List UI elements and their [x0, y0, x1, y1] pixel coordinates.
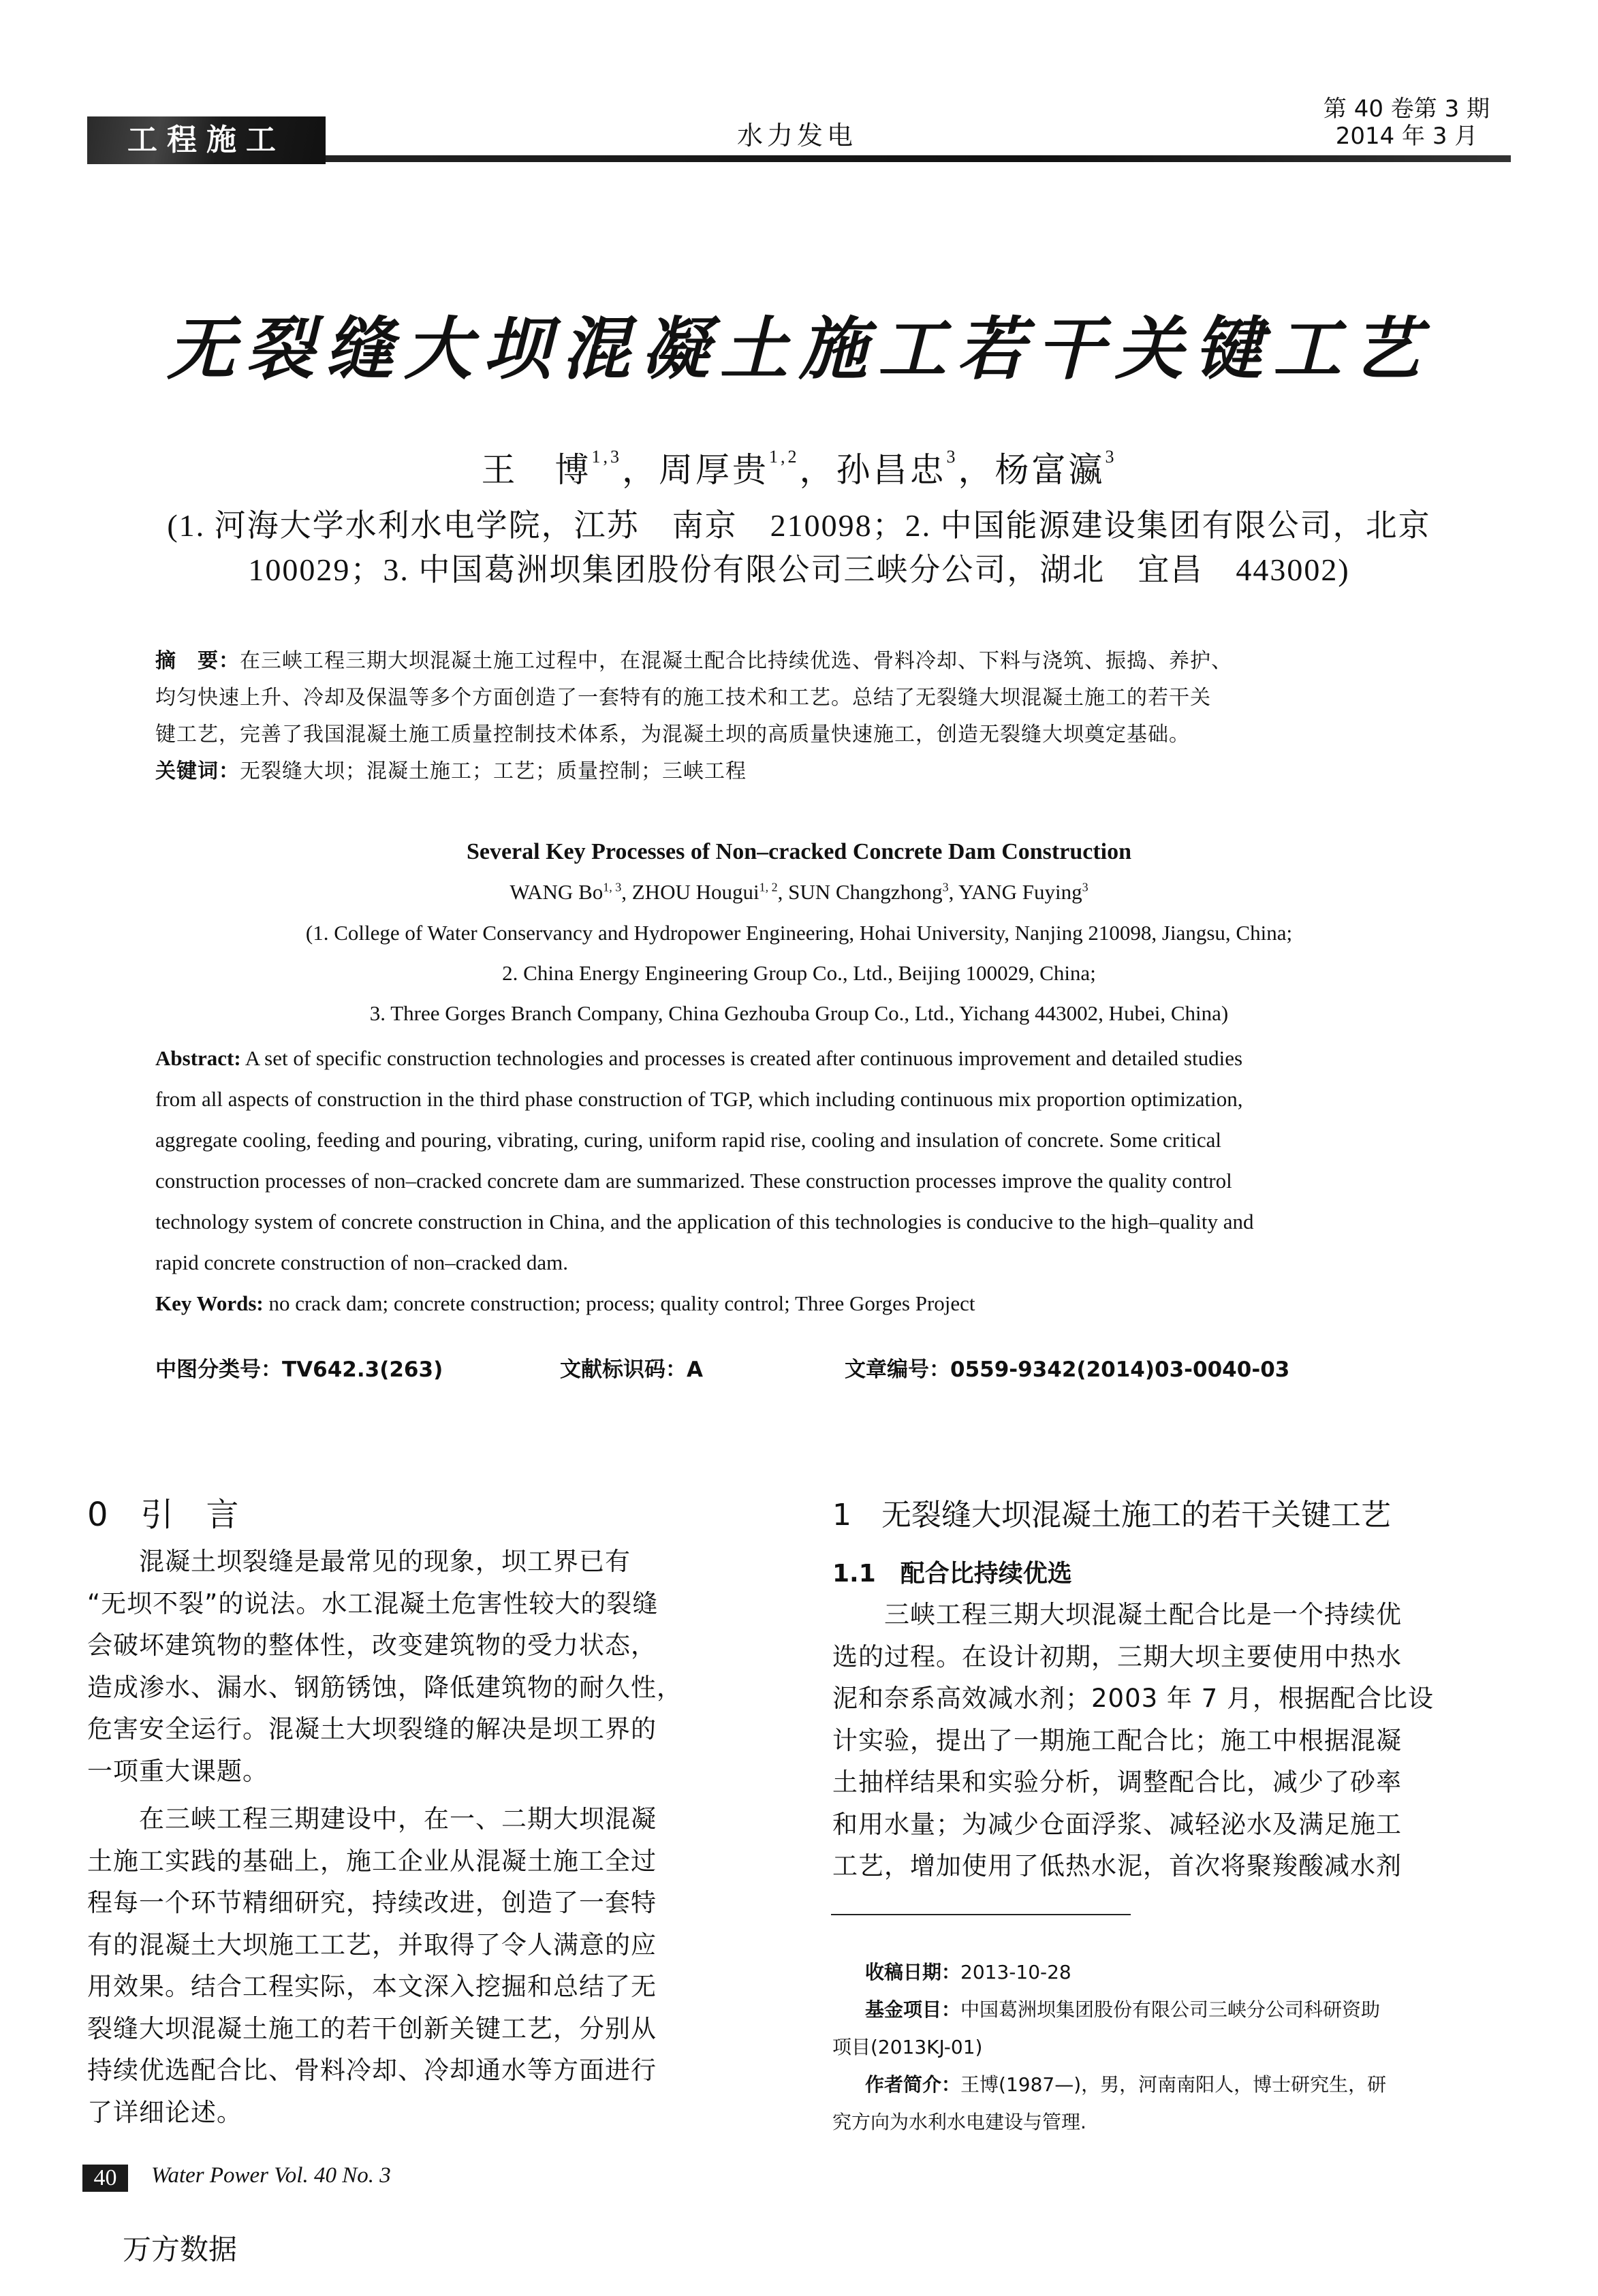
page-number: 40 [93, 2165, 117, 2190]
section-heading-intro: 0 引 言 [87, 1496, 239, 1534]
english-affiliation: 3. Three Gorges Branch Company, China Gezhouba Group Co., Ltd., Yichang 443002, Hubei, China) [369, 1001, 1229, 1025]
abstract-cn: 摘 要：在三峡工程三期大坝混凝土施工过程中，在混凝土配合比持续优选、骨料冷却、下料与浇筑、振捣、养护、 均匀快速上升、冷却及保温等多个方面创造了一套特有的施工技术和工艺。总结了无裂缝大坝混凝土施工的若干关 键工艺，完善了我国混凝土施工质量控制技术体系，为混凝土坝的高质量快速施工，创造无裂缝大坝奠定基础。 关键词：无裂缝大坝；混凝土施工；工艺；质量控制；三峡工程 [155, 649, 1232, 783]
volume-issue: 第 40 卷第 3 期 [1323, 95, 1490, 123]
english-title: Several Key Processes of Non–cracked Concrete Dam Construction [466, 839, 1132, 864]
abstract-label: Abstract: [155, 1046, 241, 1070]
issue-info [1294, 95, 1519, 150]
english-affiliation: (1. College of Water Conservancy and Hydropower Engineering, Hohai University, Nanjing 210098, Jiangsu, China; [305, 921, 1293, 945]
author: 杨富瀛$^3$ [994, 447, 1117, 489]
english-authors: WANG Bo$^{1, 3}$, ZHOU Hougui$^{1, 2}$, SUN Changzhong$^3$, YANG Fuying$^3$ [510, 880, 1088, 904]
author: 孙昌忠$^3$ [836, 447, 958, 489]
keywords-cn: 无裂缝大坝；混凝土施工；工艺；质量控制；三峡工程 [240, 759, 747, 783]
footer-journal: Water Power Vol. 40 No. 3 [151, 2163, 391, 2188]
english-keywords: no crack dam; concrete construction; process; quality control; Three Gorges Project [268, 1291, 975, 1315]
watermark: 万方数据 [123, 2235, 238, 2266]
document-code: 文献标识码：A [560, 1357, 703, 1382]
section-1-1-paragraph: 三峡工程三期大坝混凝土配合比是一个持续优 选的过程。在设计初期，三期大坝主要使用中热水 泥和奈系高效减水剂；2003 年 7 月，根据配合比设 计实验，提出了一期施工配合比；施工中根据混凝 土抽样结果和实验分析，调整配合比，减少了砂率 和用水量；为减少仓面浮浆、减轻泌水及满足施工 工艺，增加使用了低热水泥，首次将聚羧酸减水剂 [832, 1600, 1434, 1881]
footnote-rule [831, 1914, 1131, 1915]
english-affiliation: 2. China Energy Engineering Group Co., Ltd., Beijing 100029, China; [502, 961, 1096, 985]
affiliation-cn-line: (1. 河海大学水利水电学院，江苏 南京 210098；2. 中国能源建设集团有限公司，北京 [167, 508, 1431, 543]
keywords-cn-label: 关键词： [155, 759, 240, 783]
author: 王 博$^{1,3}$ [481, 447, 622, 489]
fund-project: 基金项目：中国葛洲坝集团股份有限公司三峡分公司科研资助 [865, 1998, 1381, 2021]
received-date: 收稿日期：2013-10-28 [865, 1961, 1071, 1983]
intro-paragraph: 混凝土坝裂缝是最常见的现象，坝工界已有 “无坝不裂”的说法。水工混凝土危害性较大的裂缝 会破坏建筑物的整体性，改变建筑物的受力状态， 造成渗水、漏水、钢筋锈蚀，降低建筑物的耐久性， 危害安全运行。混凝土大坝裂缝的解决是坝工界的 一项重大课题。 [87, 1547, 683, 1786]
english-abstract: Abstract: A set of specific construction technologies and processes is created after continuous improvement and detailed studies from all aspects of construction in the third phase construction of TGP, which including continuous mix proportion optimization, aggregate cooling, feeding and pouring, vibrating, curing, uniform rapid rise, cooling and insulation of concrete. Some critical construction processes of non–cracked concrete dam are summarized. These construction processes improve the quality control technology system of concrete construction in China, and the application of this technologies is conducive to the high–quality and rapid concrete construction of non–cracked dam. Key Words: no crack dam; concrete construction; process; quality control; Three Gorges Project [155, 1046, 1254, 1315]
journal-name: 水力发电 [736, 121, 857, 151]
footnotes: 收稿日期：2013-10-28 基金项目：中国葛洲坝集团股份有限公司三峡分公司科研资助 项目(2013KJ-01) 作者简介：王博(1987—)，男，河南南阳人，博士研究生，研 究方向为水利水电建设与管理. [832, 1953, 1514, 2141]
author: 周厚贵$^{1,2}$ [659, 447, 800, 489]
clc-number: 中图分类号：TV642.3(263) [155, 1357, 443, 1382]
author-bio: 作者简介：王博(1987—)，男，河南南阳人，博士研究生，研 [865, 2073, 1387, 2096]
intro-paragraph: 在三峡工程三期建设中，在一、二期大坝混凝 土施工实践的基础上，施工企业从混凝土施工全过 程每一个环节精细研究，持续改进，创造了一套特 有的混凝土大坝施工工艺，并取得了令人满意的应 用效果。结合工程实际，本文深入挖掘和总结了无 裂缝大坝混凝土施工的若干创新关键工艺，分别从 持续优选配合比、骨料冷却、冷却通水等方面进行 了详细论述。 [87, 1804, 657, 2127]
article-number: 文章编号：0559-9342(2014)03-0040-03 [845, 1357, 1290, 1382]
section-banner-label: 工程施工 [127, 123, 285, 157]
section-heading-1: 1 无裂缝大坝混凝土施工的若干关键工艺 [832, 1498, 1391, 1532]
keywords-label: Key Words: [155, 1291, 264, 1315]
issue-date: 2014 年 3 月 [1335, 123, 1478, 150]
authors-cn: 王 博$^{1,3}$，周厚贵$^{1,2}$，孙昌忠$^3$，杨富瀛$^3$ [481, 447, 1117, 489]
subsection-heading-1-1: 1.1 配合比持续优选 [832, 1560, 1072, 1588]
header-rule [326, 155, 1511, 162]
paper-title: 无裂缝大坝混凝土施工若干关键工艺 [167, 312, 1431, 388]
affiliation-cn-line: 100029；3. 中国葛洲坝集团股份有限公司三峡分公司，湖北 宜昌 443002) [248, 552, 1350, 587]
abstract-cn-label: 摘 要： [155, 649, 240, 673]
